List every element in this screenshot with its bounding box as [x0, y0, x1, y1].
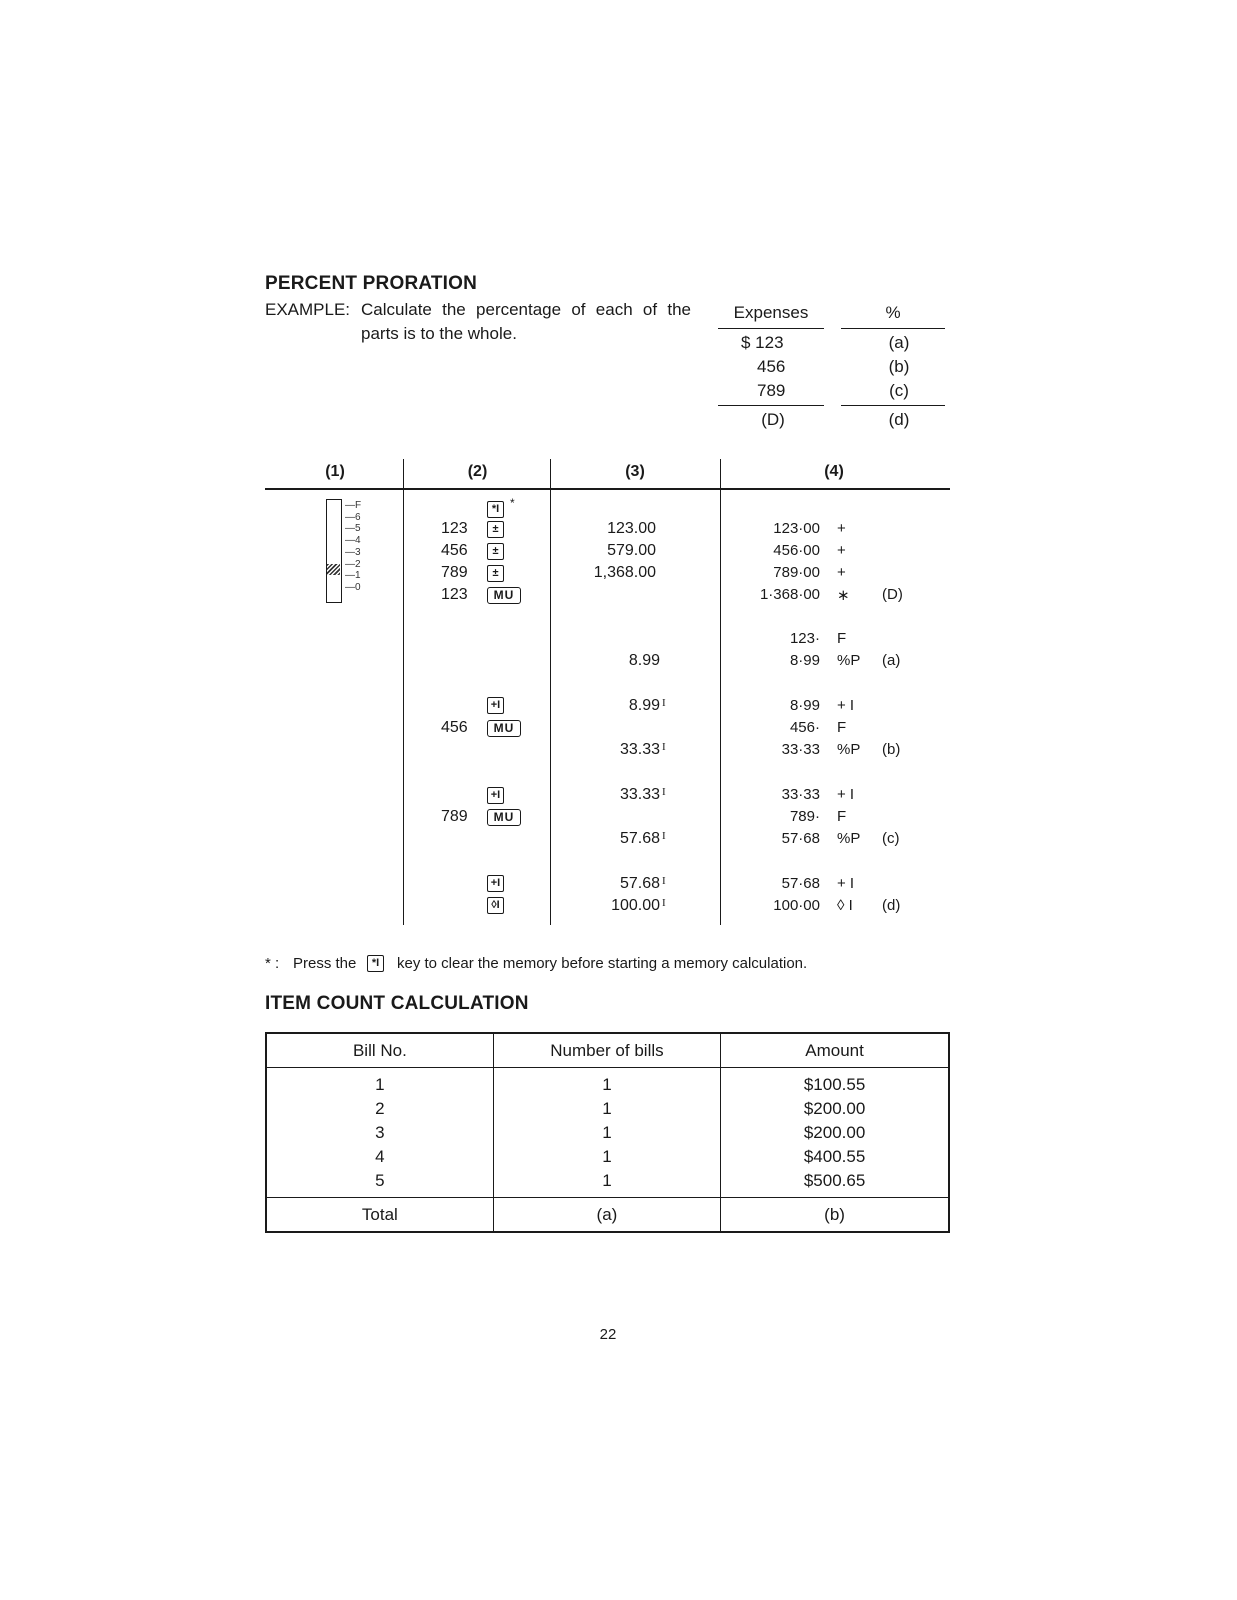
- print-value: 456·: [789, 719, 820, 736]
- section-title-percent-proration: PERCENT PRORATION: [265, 273, 478, 294]
- print-value: 456·00: [773, 542, 820, 559]
- total-amount: (b): [721, 1198, 949, 1233]
- bill-number: 3: [375, 1123, 385, 1142]
- print-symbol: ∗: [837, 587, 850, 604]
- display-value: 100.00: [611, 897, 660, 914]
- print-symbol: + I: [837, 786, 855, 803]
- markup-key: MU: [487, 809, 521, 826]
- print-symbol: + I: [837, 697, 855, 714]
- print-value: 100·00: [773, 897, 820, 914]
- bill-number: 5: [375, 1171, 385, 1190]
- print-symbol: F: [837, 808, 847, 825]
- expenses-header: Expenses: [733, 303, 809, 322]
- print-value: 8·99: [789, 652, 820, 669]
- bill-count: 1: [602, 1099, 612, 1118]
- print-symbol: %P: [837, 830, 861, 847]
- selector-label-f: F: [355, 500, 362, 511]
- col-header-4: (4): [824, 463, 844, 480]
- print-tag: (D): [882, 586, 903, 603]
- bill-count: 1: [602, 1123, 612, 1142]
- print-value: 33·33: [781, 786, 820, 803]
- example-text-line2: parts is to the whole.: [361, 324, 517, 343]
- display-value: 8.99: [628, 697, 660, 714]
- markup-key: MU: [487, 587, 521, 604]
- diamond-memory-key: ◊I: [487, 897, 504, 914]
- print-symbol: F: [837, 630, 847, 647]
- footnote-text-before: Press the: [293, 955, 357, 972]
- header-number-of-bills: Number of bills: [493, 1033, 720, 1068]
- bill-count: 1: [602, 1147, 612, 1166]
- selector-slot: [326, 499, 342, 603]
- amount-column: [721, 1068, 949, 1198]
- col-divider-1: [403, 459, 404, 925]
- display-value: 57.68: [619, 830, 660, 847]
- expense-row-3: 789: [757, 381, 786, 400]
- entry-789: 789: [441, 564, 468, 581]
- print-value: 57·68: [781, 875, 820, 892]
- selector-label-1: 1: [355, 570, 361, 582]
- print-symbol: %P: [837, 652, 861, 669]
- header-rule: [265, 488, 950, 490]
- print-symbol: %P: [837, 741, 861, 758]
- footnote-asterisk: *: [510, 496, 515, 510]
- footnote-marker: * :: [265, 955, 280, 972]
- print-value: 123·: [789, 630, 820, 647]
- memory-indicator: I: [662, 697, 666, 709]
- bill-number-column: [266, 1068, 493, 1198]
- entry-789-mu: 789: [441, 808, 468, 825]
- selector-label-2: 2: [355, 558, 361, 570]
- bill-count-column: [493, 1068, 720, 1198]
- entry-123: 123: [441, 520, 468, 537]
- bill-number: 4: [375, 1147, 385, 1166]
- col-divider-2: [550, 459, 551, 925]
- display-value: 33.33: [619, 741, 660, 758]
- example-text-line1: Calculate the percentage of each of the: [361, 300, 691, 319]
- plus-equal-key: ±: [487, 521, 504, 538]
- expense-total: (D): [761, 410, 785, 429]
- markup-key: MU: [487, 720, 521, 737]
- bill-amount: $100.55: [803, 1075, 866, 1094]
- table-header-row: [266, 1033, 949, 1068]
- selector-knob: [327, 564, 340, 575]
- plus-memory-key: +I: [487, 787, 504, 804]
- clear-memory-key: *I: [487, 501, 504, 518]
- section-title-item-count: ITEM COUNT CALCULATION: [265, 993, 529, 1014]
- display-value: 123.00: [607, 520, 656, 537]
- print-value: 789·00: [773, 564, 820, 581]
- header-amount: Amount: [721, 1033, 949, 1068]
- pct-total: (d): [888, 410, 910, 429]
- print-value: 123·00: [773, 520, 820, 537]
- plus-equal-key: ±: [487, 543, 504, 560]
- bill-number: 2: [375, 1099, 385, 1118]
- example-label: EXAMPLE:: [265, 300, 351, 319]
- plus-memory-key: +I: [487, 697, 504, 714]
- memory-indicator: I: [662, 875, 666, 887]
- percent-header: %: [885, 303, 901, 322]
- print-symbol: + I: [837, 875, 855, 892]
- print-symbol: +: [837, 564, 846, 581]
- display-value: 579.00: [607, 542, 656, 559]
- entry-456: 456: [441, 542, 468, 559]
- print-symbol: F: [837, 719, 847, 736]
- print-symbol: ◊ I: [837, 897, 853, 914]
- percent-total-divider: [841, 405, 945, 406]
- print-tag: (d): [882, 897, 901, 914]
- display-value: 1,368.00: [593, 564, 656, 581]
- col-header-1: (1): [325, 463, 345, 480]
- print-tag: (c): [882, 830, 900, 847]
- col-divider-3: [720, 459, 721, 925]
- footnote-text-after: key to clear the memory before starting a memory calculation.: [397, 955, 808, 972]
- print-value: 8·99: [789, 697, 820, 714]
- percent-divider: [841, 328, 945, 329]
- display-value: 57.68: [619, 875, 660, 892]
- print-value: 1·368·00: [759, 586, 820, 603]
- plus-equal-key: ±: [487, 565, 504, 582]
- selector-labels: —F —6 —5 —4 —3 —2 —1 —0: [345, 500, 362, 593]
- print-symbol: +: [837, 542, 846, 559]
- print-value: 33·33: [781, 741, 820, 758]
- pct-row-3: (c): [889, 381, 909, 400]
- selector-label-4: 4: [355, 535, 361, 547]
- bill-count: 1: [602, 1075, 612, 1094]
- total-count: (a): [493, 1198, 720, 1233]
- memory-indicator: I: [662, 897, 666, 909]
- print-tag: (b): [882, 741, 901, 758]
- plus-memory-key: +I: [487, 875, 504, 892]
- bill-number: 1: [375, 1075, 385, 1094]
- expense-row-2: 456: [757, 357, 786, 376]
- pct-row-1: (a): [888, 333, 910, 352]
- selector-label-3: 3: [355, 546, 361, 558]
- print-value: 57·68: [781, 830, 820, 847]
- print-tag: (a): [882, 652, 901, 669]
- memory-indicator: I: [662, 741, 666, 753]
- display-value: 33.33: [619, 786, 660, 803]
- col-header-3: (3): [625, 463, 645, 480]
- table-total-row: [266, 1198, 949, 1233]
- display-value: 8.99: [628, 652, 660, 669]
- memory-indicator: I: [662, 786, 666, 798]
- page-number: 22: [599, 1326, 617, 1343]
- bill-amount: $200.00: [803, 1099, 866, 1118]
- selector-label-5: 5: [355, 523, 361, 535]
- print-value: 789·: [789, 808, 820, 825]
- expense-divider: [718, 328, 824, 329]
- item-count-table: [265, 1032, 950, 1233]
- print-symbol: +: [837, 520, 846, 537]
- clear-memory-key: *I: [367, 955, 384, 972]
- bill-amount: $200.00: [803, 1123, 866, 1142]
- memory-indicator: I: [662, 830, 666, 842]
- expense-row-1: $ 123: [741, 333, 784, 352]
- selector-label-0: 0: [355, 581, 361, 593]
- total-label: Total: [266, 1198, 493, 1233]
- selector-label-6: 6: [355, 511, 361, 523]
- expense-total-divider: [718, 405, 824, 406]
- table-body-row: [266, 1068, 949, 1198]
- bill-count: 1: [602, 1171, 612, 1190]
- col-header-2: (2): [467, 463, 488, 480]
- bill-amount: $400.55: [803, 1147, 866, 1166]
- pct-row-2: (b): [888, 357, 910, 376]
- entry-456-mu: 456: [441, 719, 468, 736]
- bill-amount: $500.65: [803, 1171, 866, 1190]
- entry-123-mu: 123: [441, 586, 468, 603]
- header-bill-no: Bill No.: [266, 1033, 493, 1068]
